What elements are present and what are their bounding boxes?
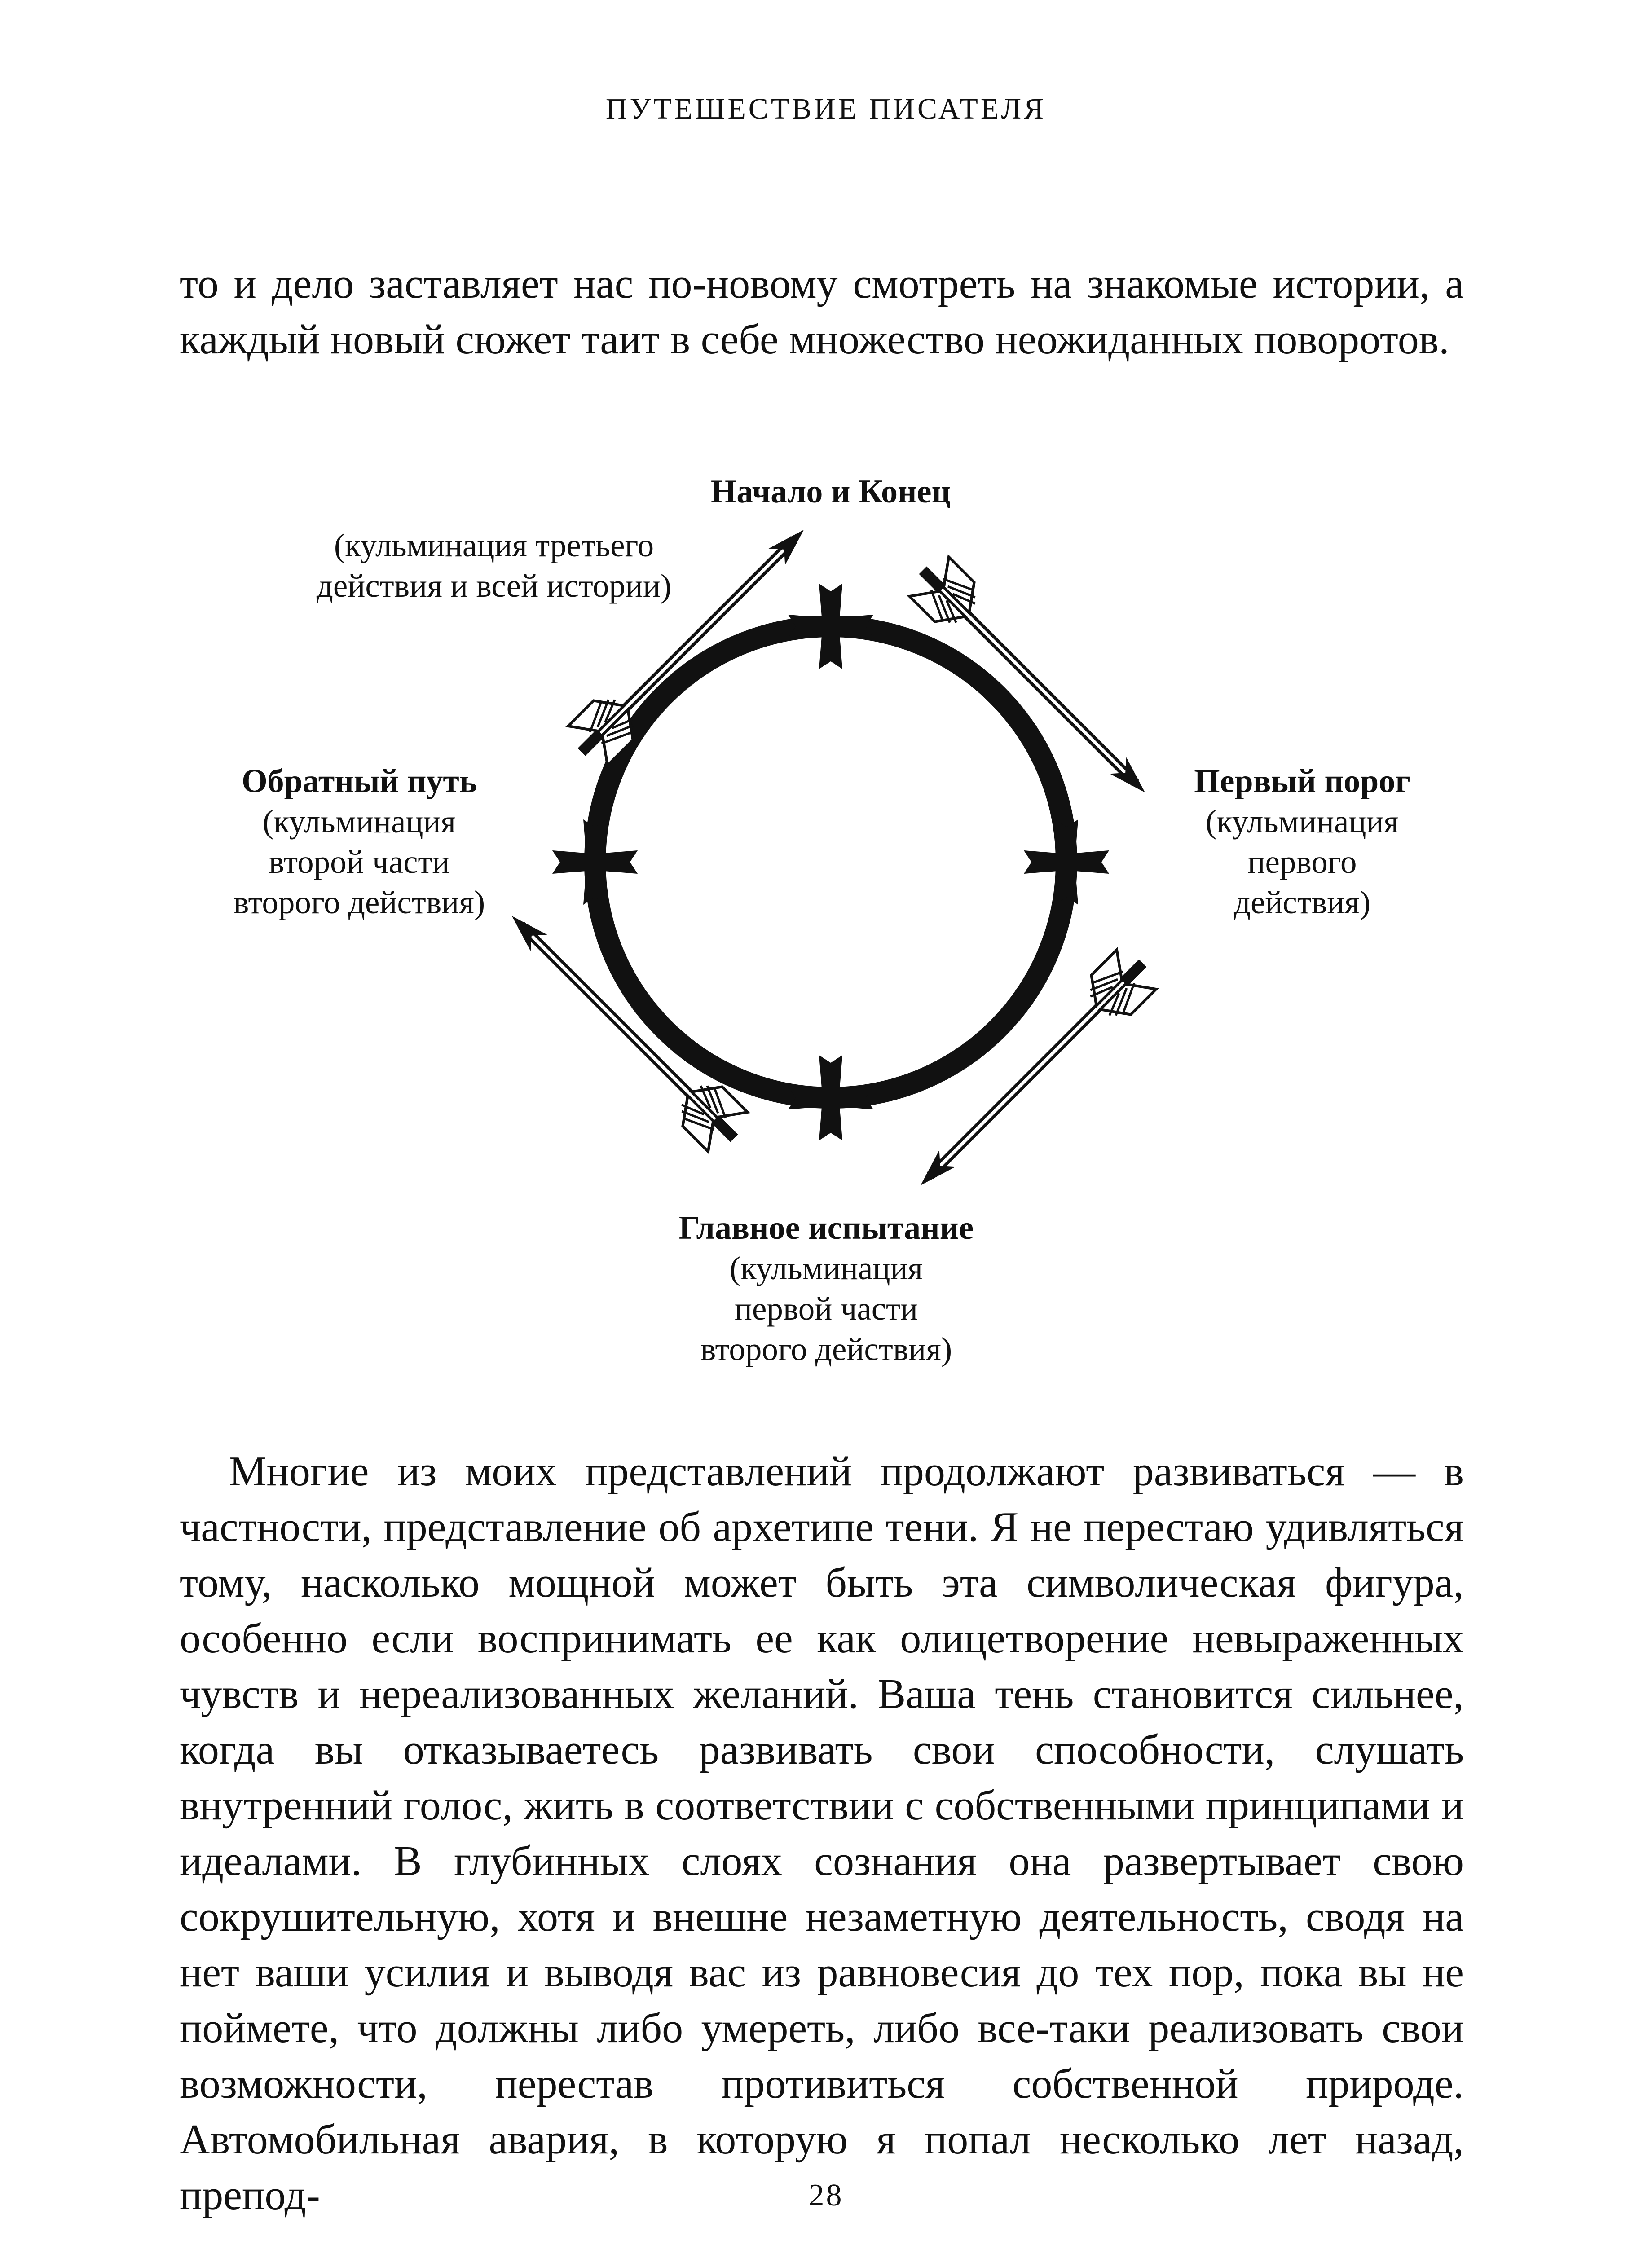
body-paragraph-1: то и дело заставляет нас по-новому смотреть на знакомые истории, а каждый новый сюжет таит в себе множество неожиданных поворотов.	[180, 260, 1464, 363]
bottom-note: (кульминация первой части второго действия)	[700, 1250, 952, 1367]
page-number: 28	[808, 2178, 844, 2213]
right-title: Первый порог	[1194, 763, 1410, 800]
diagram-label-bottom	[638, 1208, 1015, 1369]
left-note: (кульминация второй части второго действия)	[233, 803, 485, 920]
hero-journey-circle-diagram	[471, 503, 1190, 1221]
body-paragraph-2: Многие из моих представлений продолжают развиваться — в частности, представление об архетипе тени. Я не перестаю удивляться тому, насколько мощной может быть эта символическая фигура, особенно если воспринимать ее как олицетворение невыраженных чувств и нереализованных желаний. Ваша тень становится сильнее, когда вы отказываетесь развивать свои способности, слушать внутренний голос, жить в соответствии с собственными принципами и идеалами. В глубинных слоях сознания она развертывает свою сокрушительную, хотя и внешне незаметную деятельность, сводя на нет ваши усилия и выводя вас из равновесия до тех пор, пока вы не поймете, что должны либо умереть, либо все-таки реализовать свои возможности, перестав противиться собственной природе. Автомобильная авария, в которую я попал несколько лет назад, препод-	[180, 1448, 1464, 2219]
arrow-bottom-left	[492, 896, 754, 1158]
running-title: ПУТЕШЕСТВИЕ ПИСАТЕЛЯ	[605, 92, 1047, 125]
cross-top	[788, 584, 873, 669]
left-title: Обратный путь	[242, 763, 477, 800]
right-note: (кульминация первого действия)	[1205, 803, 1399, 920]
arrow-top-right	[903, 550, 1165, 812]
cross-left	[552, 819, 638, 905]
journey-circle	[595, 626, 1066, 1098]
bottom-title: Главное испытание	[678, 1210, 974, 1246]
cross-bottom	[788, 1055, 873, 1140]
top-left-note: (кульминация третьего действия и всей истории)	[316, 527, 672, 604]
diagram-label-right	[1159, 761, 1446, 923]
diagram-label-left	[202, 761, 516, 923]
top-title: Начало и Конец	[710, 473, 951, 510]
cross-right	[1024, 819, 1109, 905]
